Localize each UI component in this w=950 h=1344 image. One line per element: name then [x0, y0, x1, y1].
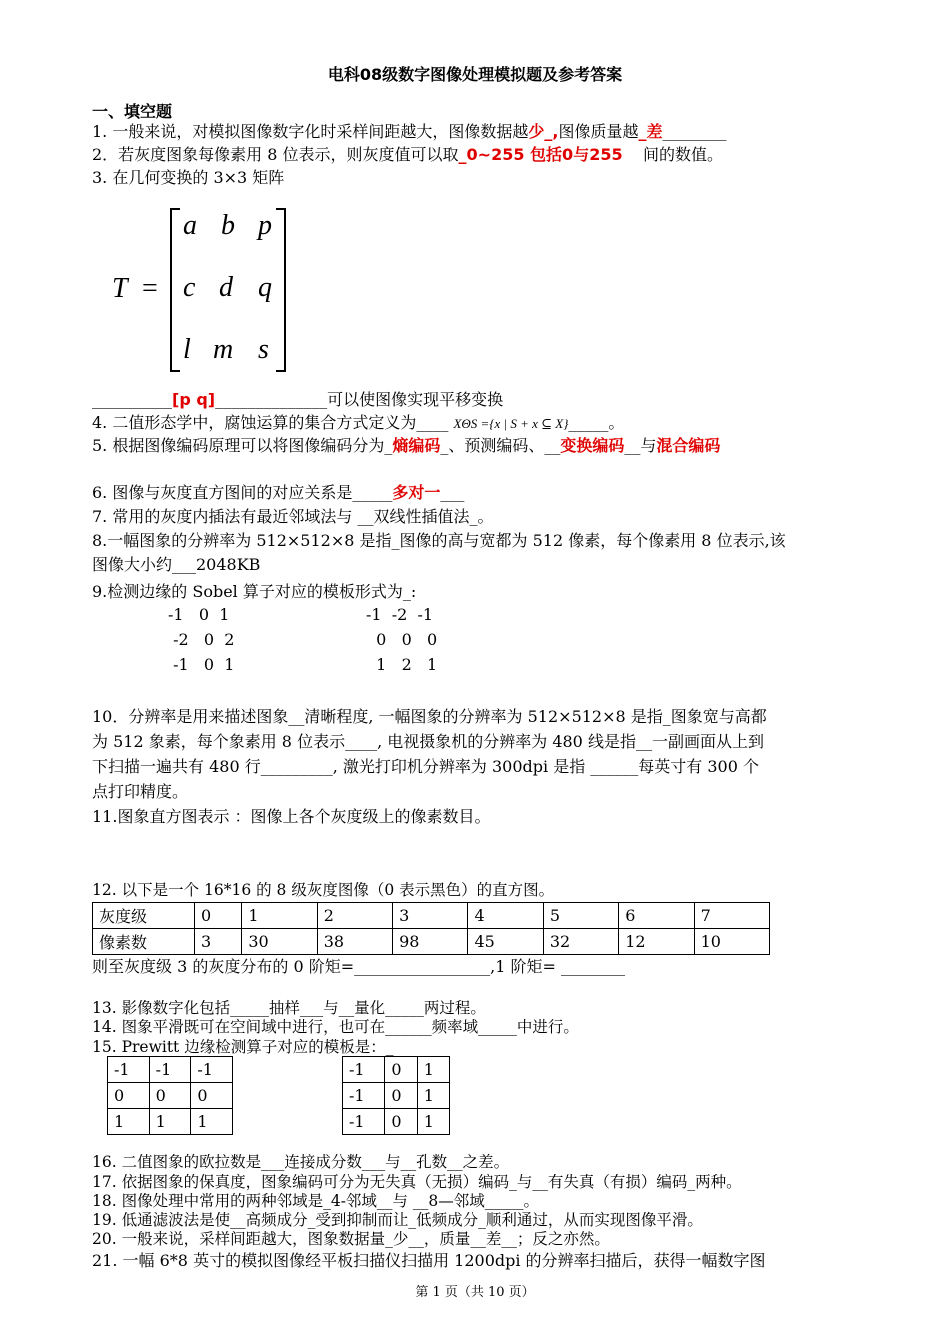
table-row: 0 0 0	[108, 1083, 233, 1109]
prewitt-vertical-kernel	[342, 1056, 450, 1135]
question-2: 2．若灰度图象每像素用 8 位表示，则灰度值可以取_0~255 包括0与255 间的数值。	[92, 145, 723, 164]
matrix-equals: =	[142, 273, 158, 304]
sobel-right-row: -1 -2 -1	[366, 605, 434, 624]
table-row: -1 0 1	[343, 1057, 450, 1083]
sobel-left-row: -1 0 1	[168, 655, 235, 674]
matrix-cell: m	[213, 334, 234, 365]
question-21: 21. 一幅 6*8 英寸的模拟图像经平板扫描仪扫描用 1200dpi 的分辨率扫描后，获得一幅数字图	[92, 1251, 766, 1270]
sobel-left-row: -2 0 2	[168, 630, 235, 649]
matrix-cell: a	[183, 210, 197, 241]
page-footer: 第 1 页（共 10 页）	[415, 1285, 535, 1300]
question-10-line1: 10．分辨率是用来描述图象__清晰程度, 一幅图象的分辨率为 512×512×8 是指_图象宽与高都	[92, 707, 767, 726]
table-row: -1 -1 -1	[108, 1057, 233, 1083]
question-1: 1. 一般来说，对模拟图像数字化时采样间距越大，图像数据越少_,图像质量越_差________	[92, 122, 727, 141]
question-10-line3: 下扫描一遍共有 480 行_________, 激光打印机分辨率为 300dpi 是指 ______每英寸有 300 个	[92, 757, 759, 776]
matrix-right-bracket	[276, 208, 286, 372]
table-row: 灰度级 0 1 2 3 4 5 6 7	[93, 903, 770, 929]
sobel-right-row: 1 2 1	[366, 655, 438, 674]
question-14: 14. 图象平滑既可在空间域中进行，也可在______频率域_____中进行。	[92, 1018, 579, 1036]
prewitt-horizontal-kernel	[107, 1056, 233, 1135]
matrix-cell: b	[221, 210, 235, 241]
table-row: -1 0 1	[343, 1083, 450, 1109]
question-8-line2: 图像大小约___2048KB	[92, 555, 261, 574]
question-12-moments: 则至灰度级 3 的灰度分布的 0 阶矩=_________________,1 阶矩= ________	[92, 957, 625, 976]
question-3-answer: __________[p q]______________可以使图像实现平移变换	[92, 390, 504, 409]
table-row: 像素数 3 30 38 98 45 32 12 10	[93, 929, 770, 955]
question-9: 9.检测边缘的 Sobel 算子对应的模板形式为_:	[92, 582, 417, 601]
question-10-line2: 为 512 象素，每个象素用 8 位表示____, 电视摄象机的分辨率为 480 线是指__一副画面从上到	[92, 732, 764, 751]
histogram-table	[92, 902, 770, 955]
page-title: 电科08级数字图像处理模拟题及参考答案	[327, 65, 623, 84]
question-8-line1: 8.一幅图象的分辨率为 512×512×8 是指_图像的高与宽都为 512 像素，每个像素用 8 位表示,该	[92, 531, 786, 550]
question-5: 5. 根据图像编码原理可以将图像编码分为_熵编码_、预测编码、__变换编码__与混合编码	[92, 436, 721, 455]
question-10-line4: 点打印精度。	[92, 782, 189, 801]
matrix-left-bracket	[170, 208, 180, 372]
matrix-cell: p	[258, 210, 272, 241]
matrix-cell: c	[183, 272, 196, 303]
matrix-lhs: T	[112, 273, 128, 304]
sobel-right-row: 0 0 0	[366, 630, 438, 649]
question-7: 7. 常用的灰度内插法有最近邻域法与 __双线性插值法_。	[92, 507, 494, 526]
question-11: 11.图象直方图表示 ：图像上各个灰度级上的像素数目。	[92, 807, 491, 826]
matrix-cell: l	[183, 334, 191, 365]
question-3: 3. 在几何变换的 3×3 矩阵	[92, 168, 285, 187]
question-15: 15. Prewitt 边缘检测算子对应的模板是：_	[92, 1038, 394, 1056]
question-16: 16. 二值图象的欧拉数是___连接成分数___与__孔数__之差。	[92, 1153, 510, 1171]
question-6: 6. 图像与灰度直方图间的对应关系是_____多对一___	[92, 483, 465, 502]
question-19: 19. 低通滤波法是使__高频成分_受到抑制而让_低频成分_顺利通过，从而实现图像平滑。	[92, 1211, 703, 1229]
question-20: 20. 一般来说，采样间距越大，图象数据量_少__，质量__差__；反之亦然。	[92, 1230, 610, 1248]
matrix-cell: q	[258, 272, 272, 303]
table-row: -1 0 1	[343, 1109, 450, 1135]
matrix-cell: d	[219, 272, 233, 303]
question-18: 18. 图像处理中常用的两种邻域是_4-邻域__与 __8—邻域_____。	[92, 1192, 539, 1210]
question-4: 4. 二值形态学中，腐蚀运算的集合方式定义为____ XΘS ={x | S + x ⊆ X}_____。	[92, 413, 625, 432]
question-12: 12. 以下是一个 16*16 的 8 级灰度图像（0 表示黑色）的直方图。	[92, 881, 555, 899]
sobel-left-row: -1 0 1	[168, 605, 230, 624]
table-row: 1 1 1	[108, 1109, 233, 1135]
question-17: 17. 依据图象的保真度，图象编码可分为无失真（无损）编码_与__有失真（有损）编码_两种。	[92, 1173, 742, 1191]
section-heading: 一、填空题	[92, 102, 173, 121]
matrix-cell: s	[258, 334, 269, 365]
question-13: 13. 影像数字化包括_____抽样___与__量化_____两过程。	[92, 999, 486, 1017]
